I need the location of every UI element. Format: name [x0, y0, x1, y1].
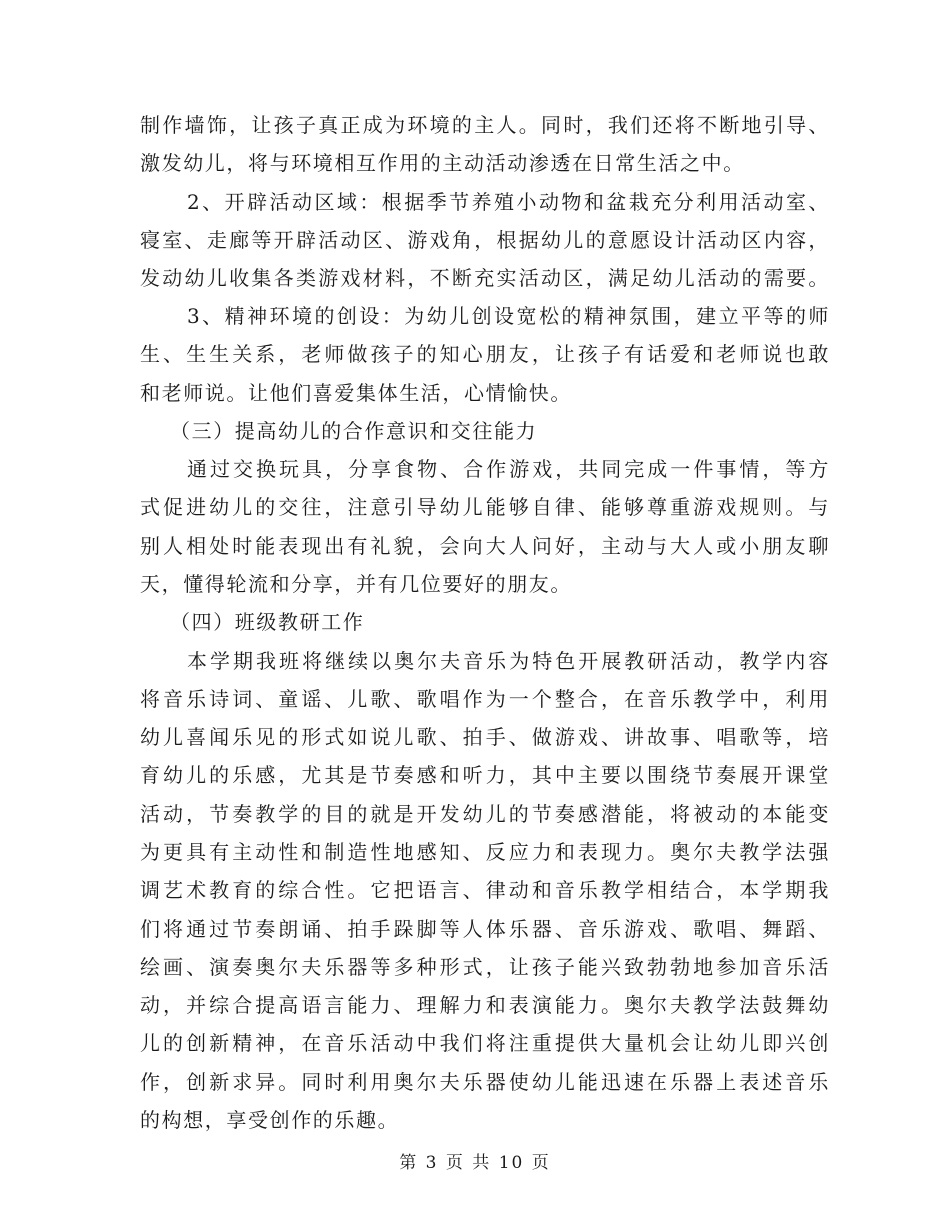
paragraph-line: 天，懂得轮流和分享，并有几位要好的朋友。 — [140, 572, 572, 596]
paragraph-line: 调艺术教育的综合性。它把语言、律动和音乐教学相结合，本学期我 — [140, 878, 830, 902]
paragraph-line: 绘画、演奏奥尔夫乐器等多种形式，让孩子能兴致勃勃地参加音乐活 — [140, 955, 830, 979]
paragraph-line: 幼儿喜闻乐见的形式如说儿歌、拍手、做游戏、讲故事、唱歌等，培 — [140, 725, 830, 749]
paragraph-line: 生、生生关系，老师做孩子的知心朋友，让孩子有话爱和老师说也敢 — [140, 342, 830, 366]
paragraph-line: 本学期我班将继续以奥尔夫音乐为特色开展教研活动，教学内容 — [187, 649, 830, 673]
paragraph-line: 儿的创新精神，在音乐活动中我们将注重提供大量机会让幼儿即兴创 — [140, 1031, 830, 1055]
paragraph-line: 别人相处时能表现出有礼貌，会向大人问好，主动与大人或小朋友聊 — [140, 534, 830, 558]
paragraph-line: 2、开辟活动区域：根据季节养殖小动物和盆栽充分利用活动室、 — [187, 190, 830, 214]
paragraph-line: 育幼儿的乐感，尤其是节奏感和听力，其中主要以围绕节奏展开课堂 — [140, 763, 830, 787]
paragraph-line: 的构想，享受创作的乐趣。 — [140, 1108, 400, 1132]
paragraph-line: 活动，节奏教学的目的就是开发幼儿的节奏感潜能，将被动的本能变 — [140, 802, 830, 826]
paragraph-line: 寝室、走廊等开辟活动区、游戏角，根据幼儿的意愿设计活动区内容， — [140, 228, 830, 252]
paragraph-line: 激发幼儿，将与环境相互作用的主动活动渗透在日常生活之中。 — [140, 151, 745, 175]
paragraph-line: 作，创新求异。同时利用奥尔夫乐器使幼儿能迅速在乐器上表述音乐 — [140, 1070, 830, 1094]
paragraph-line: 发动幼儿收集各类游戏材料，不断充实活动区，满足幼儿活动的需要。 — [140, 266, 830, 290]
section-heading: （四）班级教研工作 — [170, 610, 365, 634]
paragraph-line: 和老师说。让他们喜爱集体生活，心情愉快。 — [140, 381, 572, 405]
page-number: 第 3 页 共 10 页 — [399, 1153, 551, 1173]
section-heading: （三）提高幼儿的合作意识和交往能力 — [170, 419, 538, 443]
paragraph-line: 动，并综合提高语言能力、理解力和表演能力。奥尔夫教学法鼓舞幼 — [140, 993, 830, 1017]
paragraph-line: 将音乐诗词、童谣、儿歌、歌唱作为一个整合，在音乐教学中，利用 — [140, 687, 830, 711]
paragraph-line: 们将通过节奏朗诵、拍手跺脚等人体乐器、音乐游戏、歌唱、舞蹈、 — [140, 917, 830, 941]
paragraph-line: 3、精神环境的创设：为幼儿创设宽松的精神氛围，建立平等的师 — [187, 304, 830, 328]
paragraph-line: 为更具有主动性和制造性地感知、反应力和表现力。奥尔夫教学法强 — [140, 840, 830, 864]
paragraph-line: 通过交换玩具，分享食物、合作游戏，共同完成一件事情，等方 — [187, 457, 830, 481]
paragraph-line: 制作墙饰，让孩子真正成为环境的主人。同时，我们还将不断地引导、 — [140, 113, 830, 137]
paragraph-line: 式促进幼儿的交往，注意引导幼儿能够自律、能够尊重游戏规则。与 — [140, 495, 830, 519]
